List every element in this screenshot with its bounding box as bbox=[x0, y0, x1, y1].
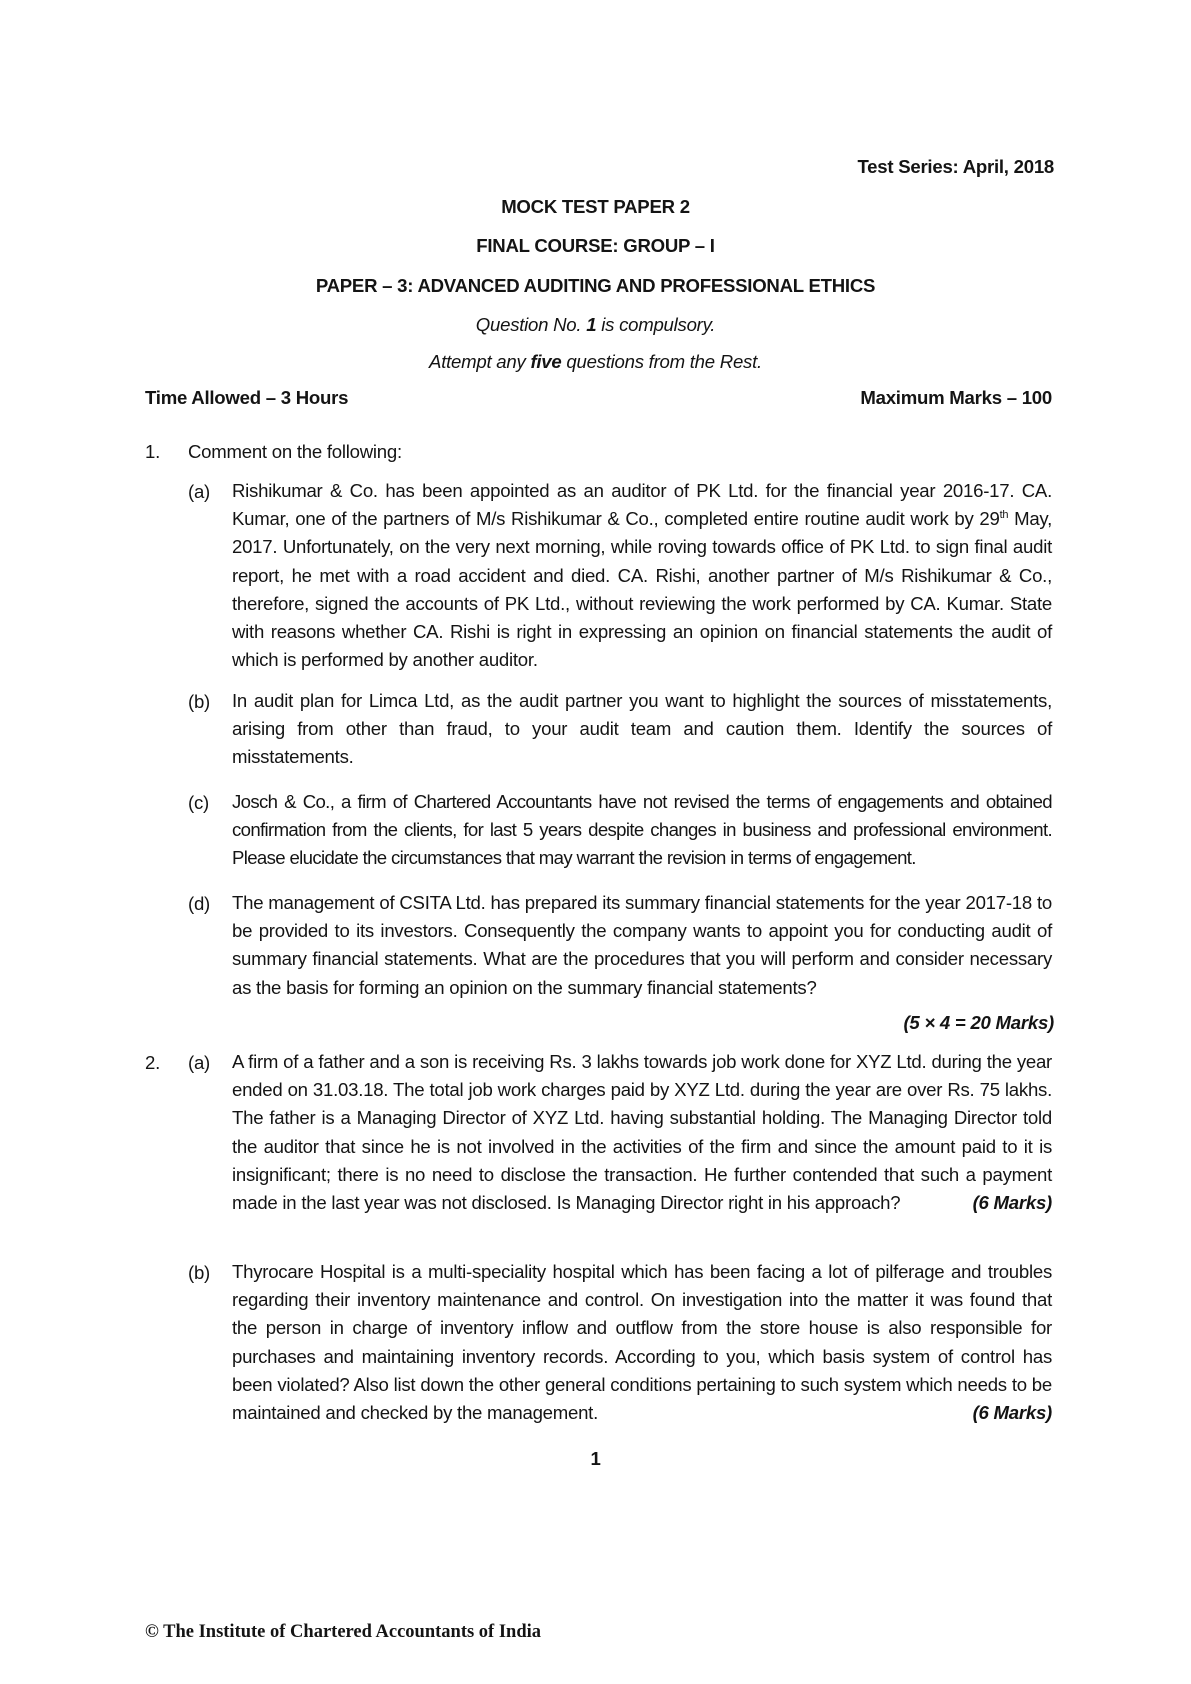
footer-copyright: © The Institute of Chartered Accountants of India bbox=[145, 1622, 542, 1642]
question-intro: Comment on the following: bbox=[188, 441, 402, 462]
maximum-marks: Maximum Marks – 100 bbox=[860, 387, 1052, 408]
question-1c-text: Josch & Co., a firm of Chartered Accountants have not revised the terms of engagements and obtained confirmation from the clients, for last 5 years despite changes in business and professional environment. Please elucidate the circumstances that may warrant the revision in terms of engagement. bbox=[232, 791, 1052, 869]
time-allowed: Time Allowed – 3 Hours bbox=[145, 387, 349, 408]
course-heading: FINAL COURSE: GROUP – I bbox=[476, 235, 715, 256]
subquestion-label: (b) bbox=[188, 691, 210, 712]
question-number: 2. bbox=[145, 1052, 161, 1073]
test-series-label: Test Series: April, 2018 bbox=[857, 156, 1054, 177]
subquestion-label: (b) bbox=[188, 1262, 210, 1283]
paper-title: MOCK TEST PAPER 2 bbox=[501, 196, 690, 217]
question-2b-text: Thyrocare Hospital is a multi-speciality hospital which has been facing a lot of pilferage and troubles regarding their inventory maintenance and control. On investigation into the matter it was found that the person in charge of inventory inflow and outflow from the store house is also responsible for purchases and maintaining inventory records. According to you, which basis system of control has been violated? Also list down the other general conditions pertaining to such system which needs to be maintained and checked by the management. (6 Marks) bbox=[232, 1258, 1052, 1427]
page-number: 1 bbox=[590, 1448, 601, 1469]
question-1-marks: (5 × 4 = 20 Marks) bbox=[903, 1012, 1054, 1033]
instruction-compulsory: Question No. 1 is compulsory. bbox=[475, 314, 716, 335]
instruction-attempt: Attempt any five questions from the Rest. bbox=[429, 351, 762, 372]
question-1b-text: In audit plan for Limca Ltd, as the audit partner you want to highlight the sources of misstatements, arising from other than fraud, to your audit team and caution them. Identify the sources of misstatements. bbox=[232, 690, 1052, 768]
question-1d-text: The management of CSITA Ltd. has prepared its summary financial statements for the year 2017-18 to be provided to its investors. Consequently the company wants to appoint you for conducting audit of summary financial statements. What are the procedures that you will perform and consider necessary as the basis for forming an opinion on the summary financial statements? bbox=[232, 892, 1052, 998]
question-1a-text: Rishikumar & Co. has been appointed as an auditor of PK Ltd. for the financial year 2016-17. CA. Kumar, one of the partners of M/s Rishikumar & Co., completed entire routine audit work by 29th May, 2017. Unfortunately, on the very next morning, while roving towards office of PK Ltd. to sign final audit report, he met with a road accident and died. CA. Rishi, another partner of M/s Rishikumar & Co., therefore, signed the accounts of PK Ltd., without reviewing the work performed by CA. Kumar. State with reasons whether CA. Rishi is right in expressing an opinion on financial statements the audit of which is performed by another auditor. bbox=[232, 480, 1052, 671]
paper-heading: PAPER – 3: ADVANCED AUDITING AND PROFESSIONAL ETHICS bbox=[315, 275, 876, 296]
question-2a-marks: (6 Marks) bbox=[972, 1192, 1052, 1214]
question-number: 1. bbox=[145, 441, 161, 462]
question-2a-text: A firm of a father and a son is receiving Rs. 3 lakhs towards job work done for XYZ Ltd. during the year ended on 31.03.18. The total job work charges paid by XYZ Ltd. during the year are over Rs. 75 lakhs. The father is a Managing Director of XYZ Ltd. having substantial holding. The Managing Director told the auditor that since he is not involved in the activities of the firm and since the amount paid to it is insignificant; there is no need to disclose the transaction. He further contended that such a payment made in the last year was not disclosed. Is Managing Director right in his approach? (6 Marks) bbox=[232, 1048, 1052, 1217]
question-2b-marks: (6 Marks) bbox=[972, 1402, 1052, 1424]
subquestion-label: (d) bbox=[188, 893, 210, 914]
subquestion-label: (a) bbox=[188, 1052, 210, 1073]
subquestion-label: (c) bbox=[188, 792, 209, 813]
subquestion-label: (a) bbox=[188, 481, 210, 502]
